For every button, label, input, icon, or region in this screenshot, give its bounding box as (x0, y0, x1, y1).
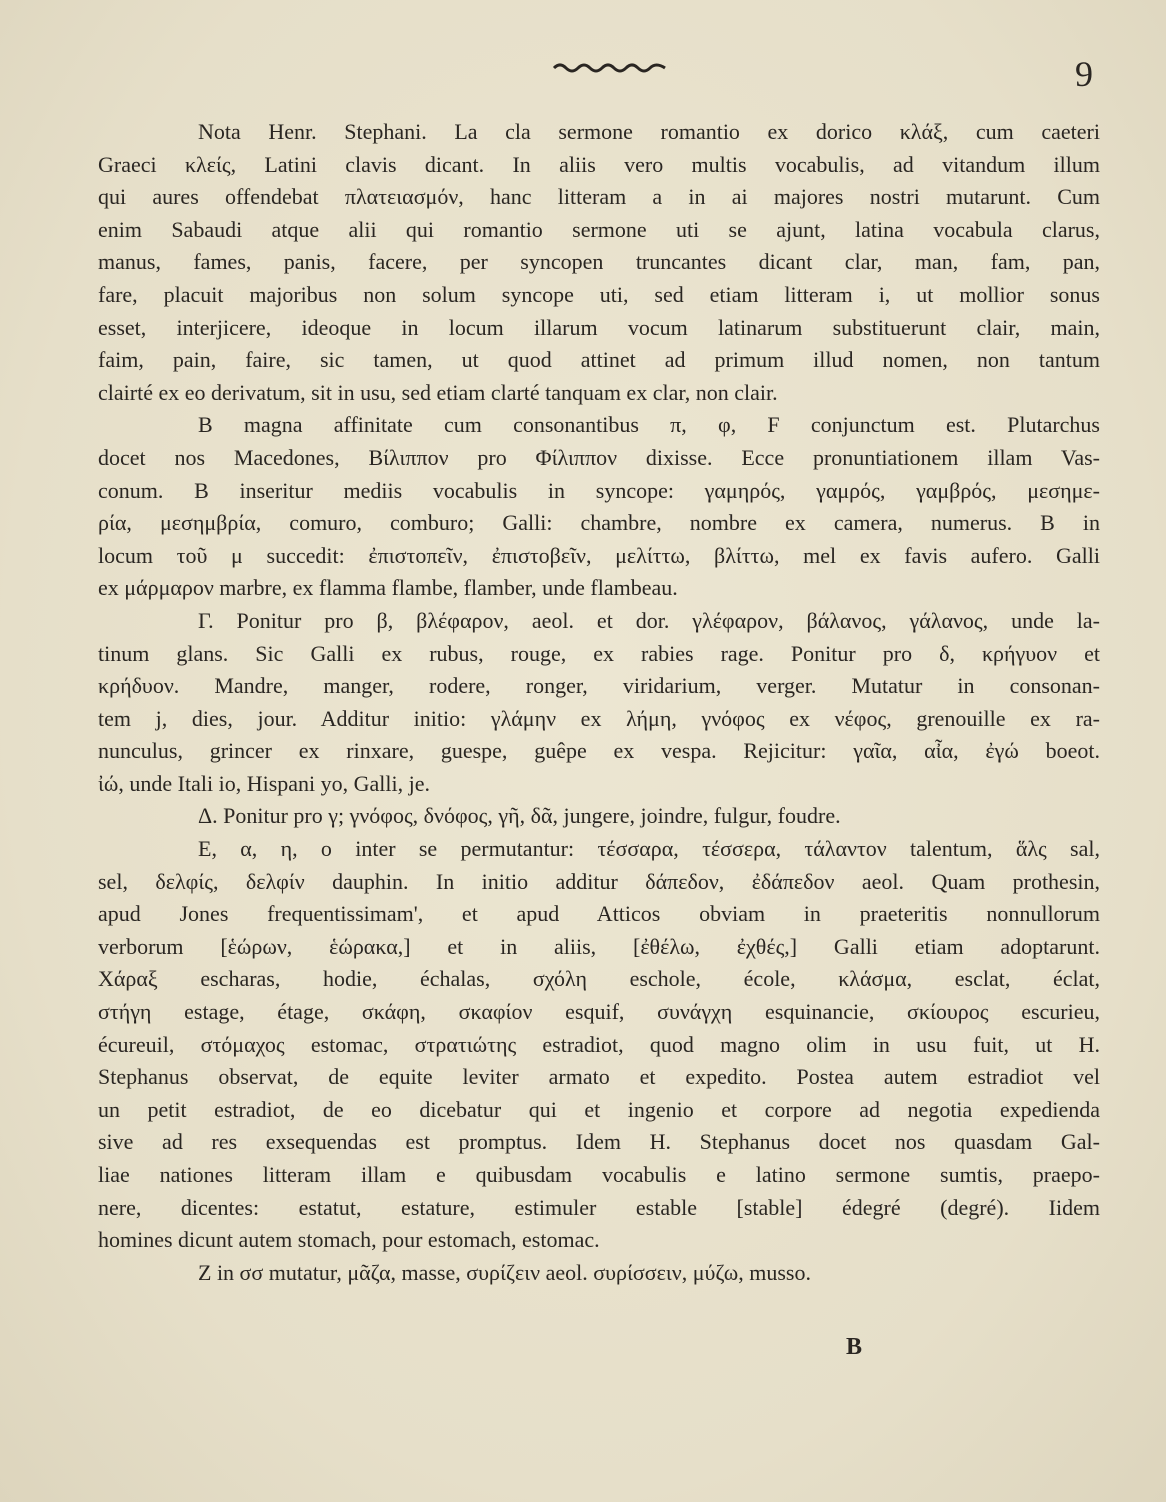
text-line: enim Sabaudi atque alii qui romantio sermone uti se ajunt, latina vocabula clarus, (98, 216, 1100, 242)
text-line: Stephanus observat, de equite leviter armato et expedito. Postea autem estradiot vel (98, 1064, 1100, 1090)
text-line: κρήδυον. Mandre, manger, rodere, ronger, viridarium, verger. Mutatur in consonan- (98, 673, 1100, 699)
text-line: Δ. Ponitur pro γ; γνόφος, δνόφος, γῆ, δᾶ, jungere, joindre, fulgur, foudre. (198, 803, 841, 829)
text-line: sive ad res exsequendas est promptus. Idem H. Stephanus docet nos quasdam Gal- (98, 1129, 1100, 1155)
text-line: Z in σσ mutatur, μᾶζα, masse, συρίζειν aeol. συρίσσειν, μύζω, musso. (198, 1259, 811, 1285)
catchword: B (846, 1334, 863, 1360)
text-line: Χάραξ escharas, hodie, échalas, σχόλη eschole, école, κλάσμα, esclat, éclat, (98, 966, 1100, 992)
text-line: nere, dicentes: estatut, estature, estimuler estable [stable] édegré (degré). Iidem (98, 1194, 1100, 1220)
text-line: Graeci κλείς, Latini clavis dicant. In aliis vero multis vocabulis, ad vitandum illum (98, 151, 1100, 177)
header-ornament (552, 60, 667, 74)
text-line: Nota Henr. Stephani. La cla sermone romantio ex dorico κλάξ, cum caeteri (198, 119, 1100, 144)
text-line: clairté ex eo derivatum, sit in usu, sed etiam clarté tanquam ex clar, non clair. (98, 379, 778, 405)
text-line: E, α, η, ο inter se permutantur: τέσσαρα, τέσσερα, τάλαντον talentum, ἅλς sal, (198, 836, 1100, 862)
text-line: verborum [ἑώρων, ἑώρακα,] et in aliis, [ἐθέλω, ἐχθές,] Galli etiam adoptarunt. (98, 933, 1100, 959)
text-line: ex μάρμαρον marbre, ex flamma flambe, flamber, unde flambeau. (98, 575, 678, 601)
text-line: sel, δελφίς, δελφίν dauphin. In initio additur δάπεδον, ἐδάπεδον aeol. Quam prothesin, (98, 868, 1100, 894)
text-line: esset, interjicere, ideoque in locum illarum vocum latinarum substituerunt clair, main, (98, 314, 1100, 340)
text-line: faim, pain, faire, sic tamen, ut quod attinet ad primum illud nomen, non tantum (98, 347, 1100, 373)
text-line: locum τοῦ μ succedit: ἐπιστοπεῖν, ἐπιστοβεῖν, μελίττω, βλίττω, mel ex favis aufero. Galli (98, 542, 1100, 568)
text-line: ἰώ, unde Itali io, Hispani yo, Galli, je. (98, 770, 431, 796)
text-line: apud Jones frequentissimam', et apud Atticos obviam in praeteritis nonnullorum (98, 901, 1100, 927)
text-line: tem j, dies, jour. Additur initio: γλάμην ex λήμη, γνόφος ex νέφος, grenouille ex ra- (98, 705, 1100, 731)
text-body (98, 116, 1100, 1289)
text-line: liae nationes litteram illam e quibusdam vocabulis e latino sermone sumtis, praepo- (98, 1162, 1100, 1187)
text-line: qui aures offendebat πλατειασμόν, hanc litteram a in ai majores nostri mutarunt. Cum (98, 184, 1100, 210)
text-line: nunculus, grincer ex rinxare, guespe, guêpe ex vespa. Rejicitur: γαῖα, αἶα, ἐγώ boeot. (98, 738, 1100, 764)
text-line: homines dicunt autem stomach, pour estomach, estomac. (98, 1227, 600, 1253)
text-line: fare, placuit majoribus non solum syncope uti, sed etiam litteram i, ut mollior sonus (98, 281, 1100, 307)
page-number: 9 (1075, 54, 1093, 94)
text-line: στήγη estage, étage, σκάφη, σκαφίον esquif, συνάγχη esquinancie, σκίουρος escurieu, (98, 999, 1100, 1025)
text-line: docet nos Macedones, Βίλιππον pro Φίλιππον dixisse. Ecce pronuntiationem illam Vas- (98, 444, 1100, 470)
text-line: conum. B inseritur mediis vocabulis in syncope: γαμηρός, γαμρός, γαμβρός, μεσημε- (98, 477, 1100, 503)
text-line: manus, fames, panis, facere, per syncopen truncantes dicant clar, man, fam, pan, (98, 249, 1100, 275)
text-line: Γ. Ponitur pro β, βλέφαρον, aeol. et dor. γλέφαρον, βάλανος, γάλανος, unde la- (198, 607, 1100, 633)
text-line: écureuil, στόμαχος estomac, στρατιώτης estradiot, quod magno olim in usu fuit, ut H. (98, 1031, 1100, 1057)
text-line: B magna affinitate cum consonantibus π, φ, F conjunctum est. Plutarchus (198, 412, 1100, 438)
text-line: ρία, μεσημβρία, comuro, comburo; Galli: chambre, nombre ex camera, numerus. B in (98, 510, 1100, 536)
text-line: un petit estradiot, de eo dicebatur qui et ingenio et corpore ad negotia expedienda (98, 1096, 1100, 1122)
text-line: tinum glans. Sic Galli ex rubus, rouge, ex rabies rage. Ponitur pro δ, κρήγυον et (98, 640, 1100, 666)
